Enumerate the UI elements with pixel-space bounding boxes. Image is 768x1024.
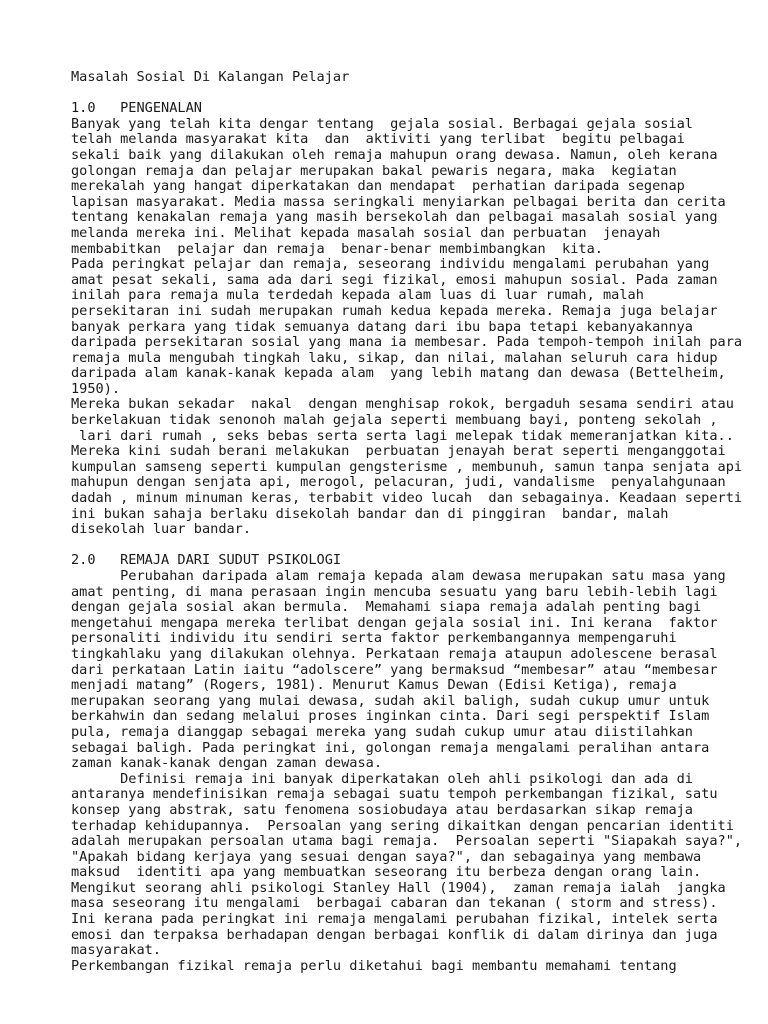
text-line: merupakan seorang yang mulai dewasa, sudah akil baligh, sudah cukup umur untuk — [71, 692, 710, 709]
text-line: kumpulan samseng seperti kumpulan gengsterisme , membunuh, samun tanpa senjata api — [71, 458, 743, 475]
blank-line — [71, 538, 728, 554]
text-line: berkelakuan tidak senonoh malah gejala seperti membuang bayi, ponteng sekolah , — [71, 412, 718, 429]
text-line: adalah merupakan persoalan utama bagi remaja. Persoalan seperti "Siapakah saya?", — [71, 833, 743, 850]
text-line: merekalah yang hangat diperkatakan dan mendapat perhatian daripada segenap — [71, 178, 685, 195]
section-body — [71, 568, 743, 974]
text-line: persekitaran ini sudah merupakan rumah kedua kepada mereka. Remaja juga belajar — [71, 302, 718, 319]
text-line: amat penting, di mana perasaan ingin mencuba sesuatu yang baru lebih-lebih lagi — [71, 583, 718, 600]
blank-line — [71, 86, 728, 102]
text-line: disekolah luar bandar. — [71, 521, 252, 538]
text-line: inilah para remaja mula terdedah kepada alam luas di luar rumah, malah — [71, 287, 644, 304]
text-line: antaranya mendefinisikan remaja sebagai suatu tempoh perkembangan fizikal, satu — [71, 786, 718, 803]
text-line: zaman kanak-kanak dengan zaman dewasa. — [71, 755, 382, 772]
section-body — [71, 115, 743, 538]
text-line: melanda mereka ini. Melihat kepada masalah sosial dan perbuatan jenayah — [71, 224, 661, 241]
text-line: sekali baik yang dilakukan oleh remaja mahupun orang dewasa. Namun, oleh kerana — [71, 146, 718, 163]
text-line: mahupun dengan senjata api, merogol, pelacuran, judi, vandalisme penyalahgunaan — [71, 474, 726, 491]
text-line: Definisi remaja ini banyak diperkatakan oleh ahli psikologi dan ada di — [71, 770, 693, 787]
text-line: mengetahui mengapa mereka terlibat dengan gejala sosial ini. Ini kerana faktor — [71, 614, 718, 631]
text-line: maksud identiti apa yang membuatkan seseorang itu berbeza dengan orang lain. — [71, 864, 702, 881]
document-title: Masalah Sosial Di Kalangan Pelajar — [71, 69, 350, 85]
text-line: golongan remaja dan pelajar merupakan bakal pewaris negara, maka kegiatan — [71, 162, 677, 179]
text-line: dengan gejala sosial akan bermula. Memahami siapa remaja adalah penting bagi — [71, 599, 702, 616]
text-line: pula, remaja dianggap sebagai mereka yang sudah cukup umur atau diistilahkan — [71, 723, 693, 740]
text-line: menjadi matang” (Rogers, 1981). Menurut Kamus Dewan (Edisi Ketiga), remaja — [71, 677, 677, 694]
section-remaja-psikologi — [71, 552, 743, 974]
text-line: dari perkataan Latin iaitu “adolscere” yang bermaksud “membesar” atau “membesar — [71, 661, 718, 678]
text-line: Perkembangan fizikal remaja perlu diketahui bagi membantu memahami tentang — [71, 957, 677, 974]
text-line: amat pesat sekali, sama ada dari segi fizikal, emosi mahupun sosial. Pada zaman — [71, 271, 718, 288]
text-line: Perubahan daripada alam remaja kepada alam dewasa merupakan satu masa yang — [71, 568, 726, 584]
text-line: dadah , minum minuman keras, terbabit video lucah dan sebagainya. Keadaan seperti — [71, 490, 743, 507]
text-line: sebagai baligh. Pada peringkat ini, golongan remaja mengalami peralihan antara — [71, 739, 710, 756]
text-line: Banyak yang telah kita dengar tentang gejala sosial. Berbagai gejala sosial — [71, 115, 693, 132]
section-heading: 2.0 REMAJA DARI SUDUT PSIKOLOGI — [71, 552, 342, 569]
text-line: Mereka kini sudah berani melakukan perbuatan jenayah berat seperti menganggotai — [71, 443, 726, 460]
text-line: telah melanda masyarakat kita dan aktiviti yang terlibat begitu pelbagai — [71, 131, 685, 148]
text-line: Pada peringkat pelajar dan remaja, seseorang individu mengalami perubahan yang — [71, 256, 710, 273]
text-line: remaja mula mengubah tingkah laku, sikap, dan nilai, malahan seluruh cara hidup — [71, 349, 718, 366]
text-line: emosi dan terpaksa berhadapan dengan berbagai konflik di dalam dirinya dan juga — [71, 926, 718, 943]
text-line: daripada alam kanak-kanak kepada alam yang lebih matang dan dewasa (Bettelheim, — [71, 365, 726, 382]
text-line: Mengikut seorang ahli psikologi Stanley Hall (1904), zaman remaja ialah jangka — [71, 879, 726, 896]
text-line: Ini kerana pada peringkat ini remaja mengalami perubahan fizikal, intelek serta — [71, 911, 718, 928]
text-line: masa seseorang itu mengalami berbagai cabaran dan tekanan ( storm and stress). — [71, 895, 718, 912]
text-line: lapisan masyarakat. Media massa seringkali menyiarkan pelbagai berita dan cerita — [71, 193, 726, 210]
text-line: banyak perkara yang tidak semuanya datang dari ibu bapa tetapi kebanyakannya — [71, 318, 693, 335]
text-line: Mereka bukan sekadar nakal dengan menghisap rokok, bergaduh sesama sendiri atau — [71, 396, 734, 413]
text-line: lari dari rumah , seks bebas serta serta lagi melepak tidak memeranjatkan kita.. — [71, 427, 734, 444]
text-line: "Apakah bidang kerjaya yang sesuai dengan saya?", dan sebagainya yang membawa — [71, 848, 702, 865]
text-line: ini bukan sahaja berlaku disekolah bandar dan di pinggiran bandar, malah — [71, 505, 669, 522]
text-line: berkahwin dan sedang melalui proses inginkan cinta. Dari segi perspektif Islam — [71, 708, 710, 725]
text-line: personaliti individu itu sendiri serta faktor perkembangannya mempengaruhi — [71, 630, 677, 647]
text-line: tingkahlaku yang dilakukan olehnya. Perkataan remaja ataupun adolescene berasal — [71, 645, 718, 662]
text-line: 1950). — [71, 380, 121, 397]
text-line: daripada persekitaran sosial yang mana ia membesar. Pada tempoh-tempoh inilah para — [71, 334, 743, 351]
text-line: konsep yang abstrak, satu fenomena sosiobudaya atau berdasarkan sikap remaja — [71, 801, 693, 818]
text-line: masyarakat. — [71, 942, 162, 959]
section-heading: 1.0 PENGENALAN — [71, 100, 202, 117]
section-pengenalan — [71, 100, 743, 538]
text-line: membabitkan pelajar dan remaja benar-benar membimbangkan kita. — [71, 240, 603, 257]
text-line: terhadap kehidupannya. Persoalan yang sering dikaitkan dengan pencarian identiti — [71, 817, 734, 834]
text-line: tentang kenakalan remaja yang masih bersekolah dan pelbagai masalah sosial yang — [71, 209, 718, 226]
